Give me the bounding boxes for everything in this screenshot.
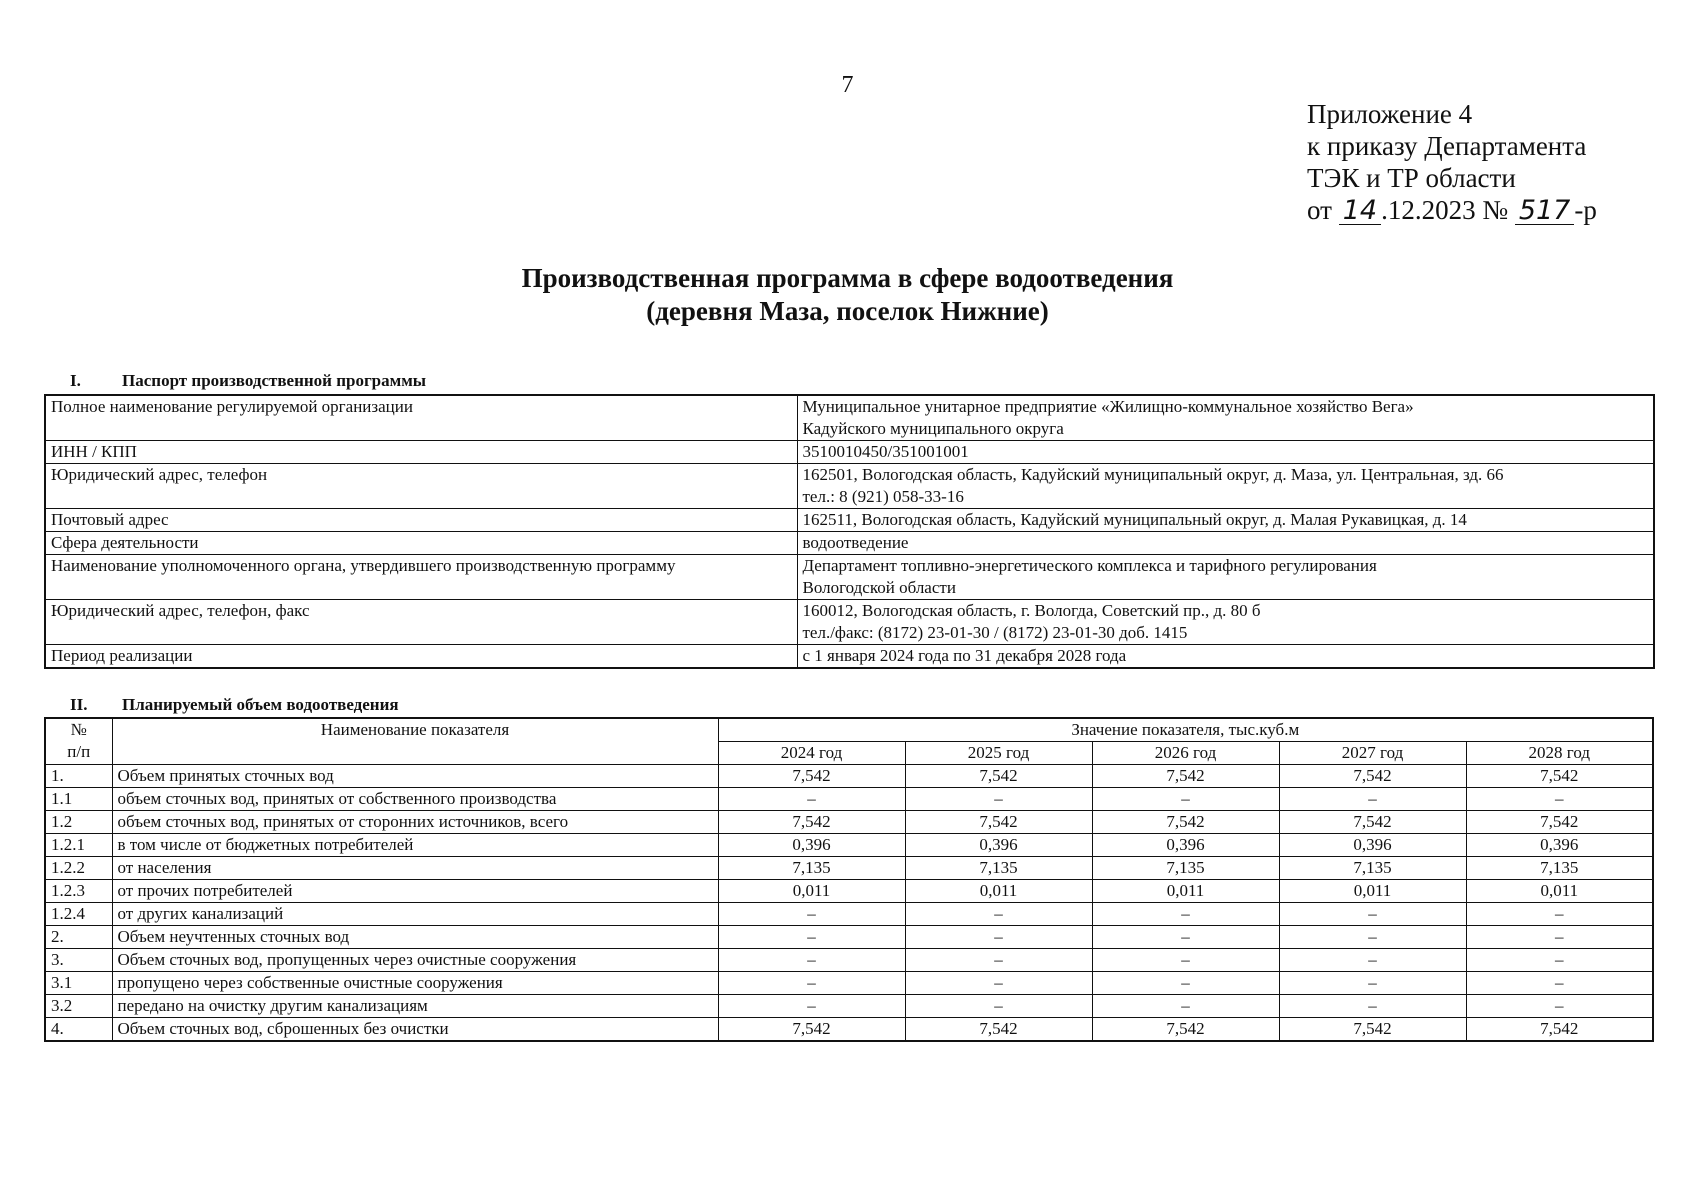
passport-row: [45, 645, 1654, 669]
passport-label: Почтовый адрес: [45, 509, 797, 532]
indicator-value: 7,542: [1092, 811, 1279, 834]
indicator-value: –: [905, 995, 1092, 1018]
indicator-name: пропущено через собственные очистные сооружения: [112, 972, 718, 995]
indicator-name: в том числе от бюджетных потребителей: [112, 834, 718, 857]
table-row: [45, 949, 1653, 972]
table-row: [45, 995, 1653, 1018]
indicator-value: –: [1092, 949, 1279, 972]
passport-row: [45, 532, 1654, 555]
passport-value: [797, 600, 1654, 645]
indicator-value: –: [718, 788, 905, 811]
indicator-name: от других канализаций: [112, 903, 718, 926]
table-row: [45, 903, 1653, 926]
volume-header-row-1: [45, 718, 1653, 742]
table-row: [45, 788, 1653, 811]
passport-label: Период реализации: [45, 645, 797, 669]
row-number: 2.: [45, 926, 112, 949]
year-header: 2028 год: [1466, 742, 1653, 765]
table-row: [45, 765, 1653, 788]
indicator-value: 7,542: [1466, 811, 1653, 834]
indicator-name: от населения: [112, 857, 718, 880]
date-rest: .12.2023 №: [1381, 195, 1509, 225]
passport-value-line-2: Вологодской области: [802, 578, 956, 597]
indicator-value: 7,542: [1279, 1018, 1466, 1042]
col-name-header: Наименование показателя: [112, 718, 718, 765]
year-header: 2025 год: [905, 742, 1092, 765]
indicator-value: –: [1466, 903, 1653, 926]
passport-value-line-1: 3510010450/351001001: [802, 442, 969, 461]
row-number: 1.2: [45, 811, 112, 834]
indicator-value: 7,542: [905, 1018, 1092, 1042]
passport-row: [45, 395, 1654, 441]
year-header: 2026 год: [1092, 742, 1279, 765]
indicator-value: 0,011: [1279, 880, 1466, 903]
row-number: 3.1: [45, 972, 112, 995]
indicator-value: –: [718, 972, 905, 995]
indicator-value: –: [1466, 949, 1653, 972]
passport-row: [45, 600, 1654, 645]
indicator-value: 0,011: [1092, 880, 1279, 903]
passport-table: [44, 394, 1655, 669]
title-line-2: (деревня Маза, поселок Нижние): [646, 296, 1049, 326]
indicator-value: –: [718, 903, 905, 926]
section-2-title: Планируемый объем водоотведения: [122, 695, 399, 714]
row-number: 3.2: [45, 995, 112, 1018]
passport-value-line-1: с 1 января 2024 года по 31 декабря 2028 года: [802, 646, 1127, 665]
indicator-value: –: [905, 972, 1092, 995]
indicator-value: 7,542: [1466, 765, 1653, 788]
section-2-number: II.: [70, 695, 88, 714]
table-row: [45, 834, 1653, 857]
appendix-line-2: к приказу Департамента: [1307, 131, 1587, 161]
passport-value-line-2: тел.: 8 (921) 058-33-16: [802, 487, 964, 506]
document-title: [0, 262, 1695, 328]
indicator-value: –: [905, 949, 1092, 972]
indicator-value: –: [1466, 995, 1653, 1018]
row-number: 3.: [45, 949, 112, 972]
row-number: 1.: [45, 765, 112, 788]
year-header: 2024 год: [718, 742, 905, 765]
passport-label: Полное наименование регулируемой организации: [45, 395, 797, 441]
indicator-value: –: [905, 926, 1092, 949]
table-row: [45, 857, 1653, 880]
passport-value-line-1: 160012, Вологодская область, г. Вологда, Советский пр., д. 80 б: [802, 601, 1261, 620]
indicator-value: 0,396: [718, 834, 905, 857]
passport-row: [45, 555, 1654, 600]
passport-label: Наименование уполномоченного органа, утвердившего производственную программу: [45, 555, 797, 600]
row-number: 1.2.4: [45, 903, 112, 926]
passport-value: [797, 395, 1654, 441]
indicator-name: Объем сточных вод, пропущенных через очистные сооружения: [112, 949, 718, 972]
indicator-value: 7,542: [718, 811, 905, 834]
section-1-number: I.: [70, 371, 81, 390]
table-row: [45, 880, 1653, 903]
indicator-value: 0,396: [1092, 834, 1279, 857]
indicator-value: –: [905, 903, 1092, 926]
indicator-value: –: [1279, 903, 1466, 926]
indicator-value: –: [1279, 788, 1466, 811]
passport-label: Сфера деятельности: [45, 532, 797, 555]
table-row: [45, 1018, 1653, 1042]
passport-value: [797, 532, 1654, 555]
indicator-value: –: [1092, 972, 1279, 995]
passport-value: [797, 441, 1654, 464]
indicator-name: объем сточных вод, принятых от собственного производства: [112, 788, 718, 811]
volume-table: [44, 717, 1654, 1042]
indicator-value: 7,135: [1279, 857, 1466, 880]
passport-value-line-1: Департамент топливно-энергетического комплекса и тарифного регулирования: [802, 556, 1377, 575]
row-number: 1.2.3: [45, 880, 112, 903]
indicator-value: 7,542: [1466, 1018, 1653, 1042]
row-number: 1.2.1: [45, 834, 112, 857]
passport-value-line-1: 162501, Вологодская область, Кадуйский муниципальный округ, д. Маза, ул. Центральная, зд. 66: [802, 465, 1504, 484]
passport-value-line-1: 162511, Вологодская область, Кадуйский муниципальный округ, д. Малая Рукавицкая, д. 14: [802, 510, 1467, 529]
indicator-value: –: [1466, 972, 1653, 995]
row-number: 1.1: [45, 788, 112, 811]
indicator-value: 7,135: [905, 857, 1092, 880]
indicator-value: 0,396: [905, 834, 1092, 857]
indicator-value: 7,135: [1092, 857, 1279, 880]
section-1-title: Паспорт производственной программы: [122, 371, 427, 390]
section-1-heading: [70, 371, 426, 391]
row-number: 4.: [45, 1018, 112, 1042]
appendix-date-line: [1307, 194, 1597, 226]
indicator-value: –: [1092, 995, 1279, 1018]
indicator-value: –: [718, 926, 905, 949]
handwritten-day: 14: [1339, 198, 1381, 225]
indicator-value: 7,542: [1092, 1018, 1279, 1042]
section-2-heading: [70, 695, 399, 715]
indicator-name: передано на очистку другим канализациям: [112, 995, 718, 1018]
indicator-value: 7,542: [1279, 811, 1466, 834]
indicator-value: 0,011: [718, 880, 905, 903]
appendix-line-3: ТЭК и ТР области: [1307, 163, 1516, 193]
indicator-value: –: [1092, 903, 1279, 926]
handwritten-number: 517: [1515, 198, 1575, 225]
indicator-value: –: [1466, 788, 1653, 811]
indicator-name: Объем неучтенных сточных вод: [112, 926, 718, 949]
page-number: 7: [841, 72, 854, 98]
indicator-value: 7,542: [1279, 765, 1466, 788]
indicator-value: –: [1092, 788, 1279, 811]
passport-value: [797, 464, 1654, 509]
passport-row: [45, 441, 1654, 464]
indicator-value: 7,542: [718, 1018, 905, 1042]
col-num-header: № п/п: [45, 718, 112, 765]
indicator-value: 7,135: [1466, 857, 1653, 880]
passport-value-line-2: Кадуйского муниципального округа: [802, 419, 1064, 438]
indicator-value: –: [1279, 972, 1466, 995]
indicator-value: –: [1466, 926, 1653, 949]
indicator-value: –: [718, 995, 905, 1018]
passport-label: ИНН / КПП: [45, 441, 797, 464]
indicator-value: –: [718, 949, 905, 972]
appendix-block: [1307, 98, 1597, 226]
passport-value-line-1: водоотведение: [802, 533, 909, 552]
indicator-value: 7,542: [905, 811, 1092, 834]
order-suffix: -р: [1574, 195, 1597, 225]
indicator-name: объем сточных вод, принятых от сторонних источников, всего: [112, 811, 718, 834]
indicator-value: 7,542: [1092, 765, 1279, 788]
date-prefix: от: [1307, 195, 1332, 225]
indicator-value: 7,542: [905, 765, 1092, 788]
title-line-1: Производственная программа в сфере водоотведения: [521, 263, 1174, 293]
passport-value-line-1: Муниципальное унитарное предприятие «Жилищно-коммунальное хозяйство Вега»: [802, 397, 1414, 416]
indicator-name: Объем принятых сточных вод: [112, 765, 718, 788]
col-value-group-header: Значение показателя, тыс.куб.м: [718, 718, 1653, 742]
indicator-value: 0,396: [1466, 834, 1653, 857]
passport-value: [797, 555, 1654, 600]
passport-value: [797, 645, 1654, 669]
row-number: 1.2.2: [45, 857, 112, 880]
indicator-value: –: [1092, 926, 1279, 949]
indicator-value: –: [1279, 949, 1466, 972]
year-header: 2027 год: [1279, 742, 1466, 765]
indicator-name: от прочих потребителей: [112, 880, 718, 903]
passport-row: [45, 464, 1654, 509]
indicator-value: 7,135: [718, 857, 905, 880]
indicator-name: Объем сточных вод, сброшенных без очистки: [112, 1018, 718, 1042]
passport-label: Юридический адрес, телефон, факс: [45, 600, 797, 645]
table-row: [45, 972, 1653, 995]
indicator-value: 0,011: [1466, 880, 1653, 903]
passport-value: [797, 509, 1654, 532]
indicator-value: –: [1279, 995, 1466, 1018]
indicator-value: –: [905, 788, 1092, 811]
indicator-value: –: [1279, 926, 1466, 949]
indicator-value: 7,542: [718, 765, 905, 788]
passport-value-line-2: тел./факс: (8172) 23-01-30 / (8172) 23-01-30 доб. 1415: [802, 623, 1188, 642]
passport-row: [45, 509, 1654, 532]
appendix-line-1: Приложение 4: [1307, 99, 1473, 129]
table-row: [45, 926, 1653, 949]
passport-label: Юридический адрес, телефон: [45, 464, 797, 509]
indicator-value: 0,011: [905, 880, 1092, 903]
table-row: [45, 811, 1653, 834]
indicator-value: 0,396: [1279, 834, 1466, 857]
